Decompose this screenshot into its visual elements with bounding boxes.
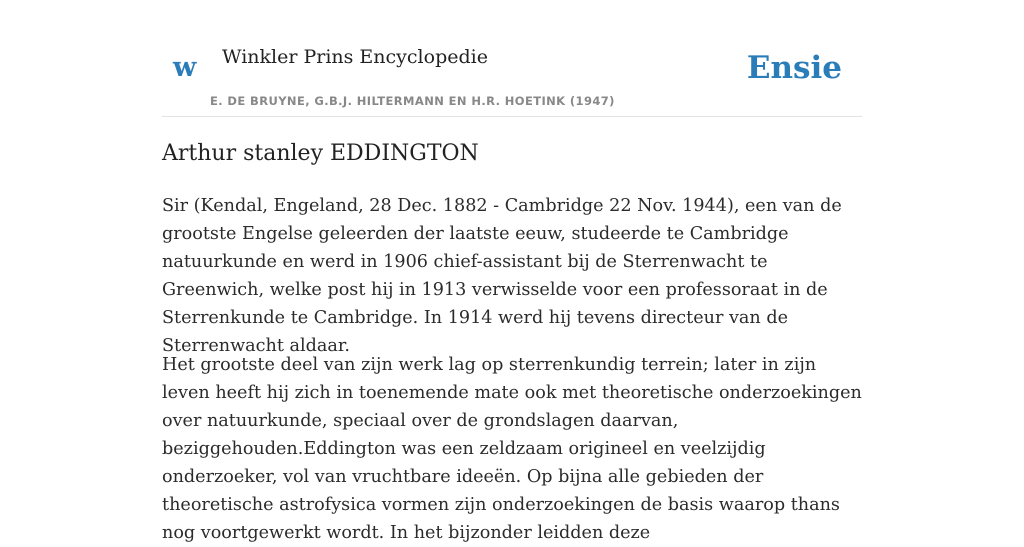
source-logo[interactable]: w <box>173 52 197 83</box>
page-container <box>162 0 862 543</box>
ensie-logo[interactable]: Ensie <box>746 50 842 86</box>
article-paragraph: Sir (Kendal, Engeland, 28 Dec. 1882 - Cambridge 22 Nov. 1944), een van de grootste Engelse geleerden der laatste eeuw, studeerde te Cambridge natuurkunde en werd in 1906 chief-assistant bij de Sterrenwacht te Greenwich, welke post hij in 1913 verwisselde voor een professoraat in de Sterrenkunde te Cambridge. In 1914 werd hij tevens directeur van de Sterrenwacht aldaar. <box>162 196 842 356</box>
source-header <box>162 0 862 117</box>
article-paragraph: Het grootste deel van zijn werk lag op sterrenkundig terrein; later in zijn leven heeft hij zich in toenemende mate ook met theoretische onderzoekingen over natuurkunde, speciaal over de grondslagen daarvan, beziggehouden.Eddington was een zeldzaam origineel en veelzijdig onderzoeker, vol van vruchtbare ideeën. Op bijna alle gebieden der theoretische astrofysica vormen zijn onderzoekingen de basis waarop thans nog voortgewerkt wordt. In het bijzonder leidden deze <box>162 355 862 543</box>
source-authors: E. DE BRUYNE, G.B.J. HILTERMANN EN H.R. HOETINK (1947) <box>210 94 615 108</box>
article-title: Arthur stanley EDDINGTON <box>162 141 479 166</box>
source-title-link[interactable]: Winkler Prins Encyclopedie <box>222 46 488 68</box>
